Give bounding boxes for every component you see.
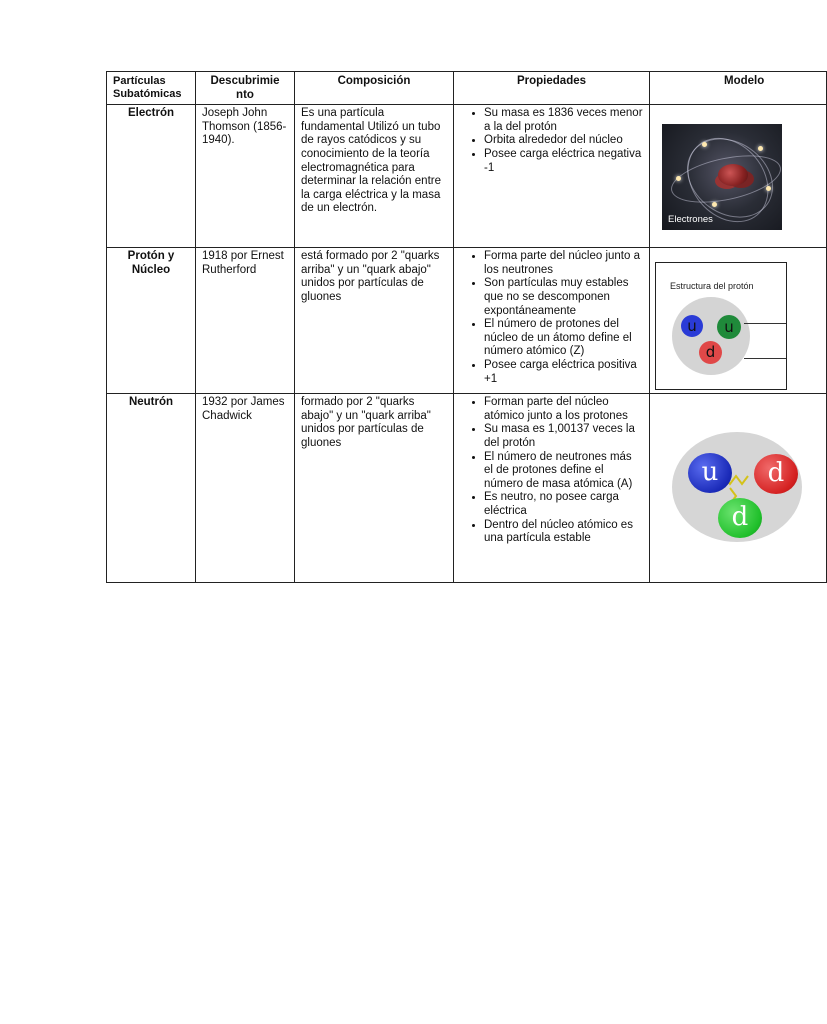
particle-name: Electrón [107, 105, 196, 248]
properties-list [460, 250, 643, 386]
model-cell [650, 394, 827, 583]
discovery-cell: Joseph John Thomson (1856-1940). [196, 105, 295, 248]
properties-list [460, 107, 643, 175]
table-header-row [107, 72, 827, 105]
list-item: • El número de protones del núcleo de un átomo define el número atómico (Z) [484, 318, 643, 359]
discovery-cell: 1932 por James Chadwick [196, 394, 295, 583]
list-item: • Orbita alrededor del núcleo [484, 134, 643, 148]
electron-image-label: Electrones [668, 213, 713, 225]
particle-name: Protón y Núcleo [107, 248, 196, 394]
table-row-proton [107, 248, 827, 394]
header-particles: Partículas Subatómicas [107, 72, 196, 105]
list-item: • Forma parte del núcleo junto a los neutrones [484, 250, 643, 277]
model-cell [650, 248, 827, 394]
header-model: Modelo [650, 72, 827, 105]
proton-model-diagram [655, 262, 787, 390]
quark-down-icon: d [699, 341, 722, 364]
list-item: • Posee carga eléctrica positiva +1 [484, 359, 643, 386]
electron-model-image [662, 124, 782, 230]
quark-up-icon: u [717, 315, 741, 339]
list-item: • El número de neutrones más el de protones define el número de masa atómica (A) [484, 451, 643, 492]
table-row-neutron [107, 394, 827, 583]
list-item: • Es neutro, no posee carga eléctrica [484, 491, 643, 518]
particle-name: Neutrón [107, 394, 196, 583]
neutron-model-diagram [650, 394, 826, 582]
properties-cell [454, 248, 650, 394]
composition-cell: está formado por 2 "quarks arriba" y un "quark abajo" unidos por partículas de gluones [295, 248, 454, 394]
list-item: • Son partículas muy estables que no se descomponen expontáneamente [484, 277, 643, 318]
properties-cell [454, 105, 650, 248]
list-item: • Dentro del núcleo atómico es una partícula estable [484, 519, 643, 546]
quark-up-icon: u [688, 453, 732, 493]
discovery-cell: 1918 por Ernest Rutherford [196, 248, 295, 394]
subatomic-particles-table [106, 71, 827, 583]
proton-diagram-title: Estructura del protón [670, 281, 754, 292]
header-discovery: Descubrimie nto [196, 72, 295, 105]
quark-down-icon: d [754, 454, 798, 494]
properties-list [460, 396, 643, 546]
table-row-electron [107, 105, 827, 248]
properties-cell [454, 394, 650, 583]
composition-cell: formado por 2 "quarks abajo" y un "quark arriba" unidos por partículas de gluones [295, 394, 454, 583]
quark-down-icon: d [718, 498, 762, 538]
composition-cell: Es una partícula fundamental Utilizó un tubo de rayos catódicos y su conocimiento de la teoría electromagnética para determinar la relación entre la carga eléctrica y la masa de un electrón. [295, 105, 454, 248]
list-item: • Su masa es 1836 veces menor a la del protón [484, 107, 643, 134]
model-cell [650, 105, 827, 248]
list-item: • Su masa es 1,00137 veces la del protón [484, 423, 643, 450]
header-composition: Composición [295, 72, 454, 105]
quark-up-icon: u [681, 315, 703, 337]
list-item: • Forman parte del núcleo atómico junto a los protones [484, 396, 643, 423]
header-properties: Propiedades [454, 72, 650, 105]
list-item: • Posee carga eléctrica negativa -1 [484, 148, 643, 175]
